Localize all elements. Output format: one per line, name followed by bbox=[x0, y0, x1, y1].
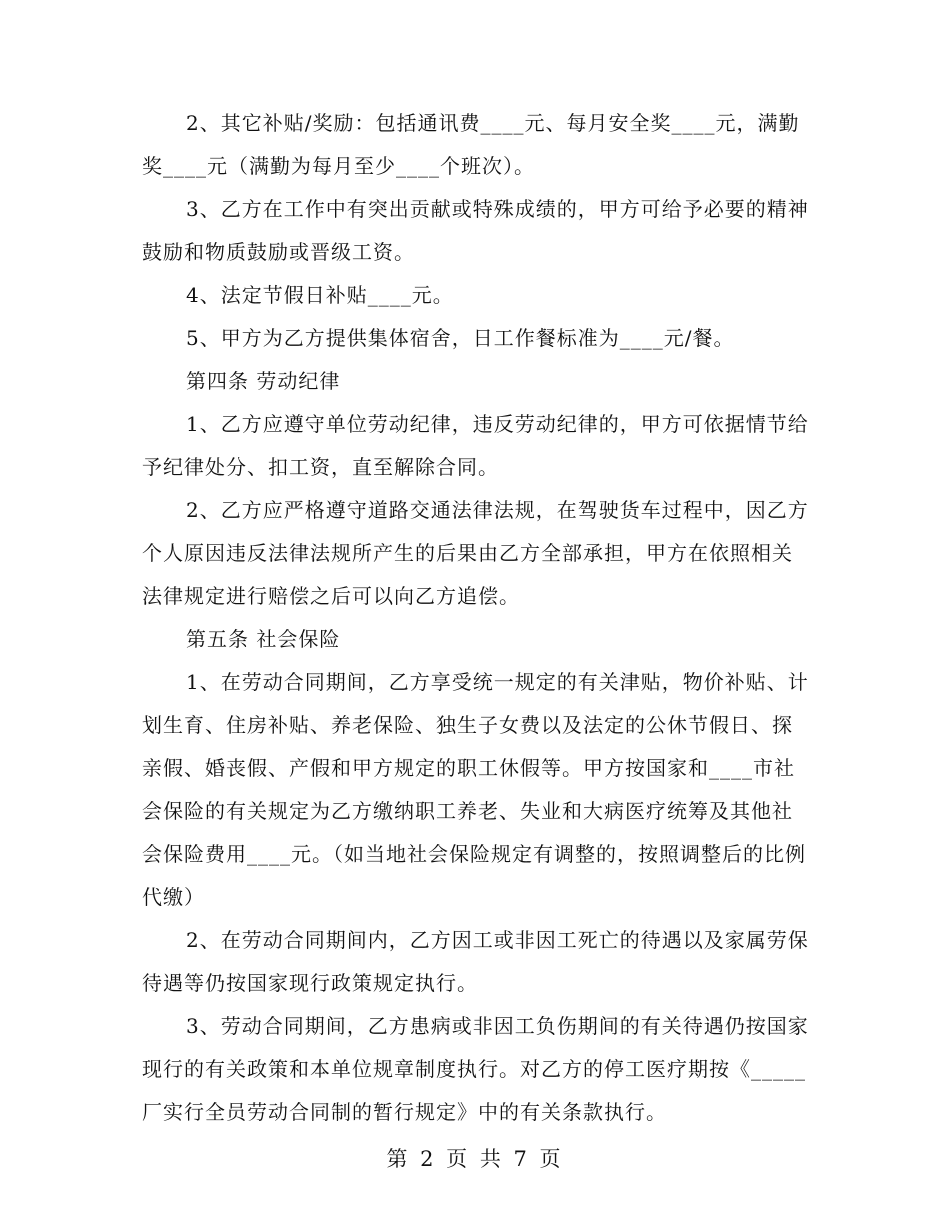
paragraph-holiday-allowance: 4、法定节假日补贴____元。 bbox=[186, 283, 454, 307]
section-heading-labor-discipline: 第四条 劳动纪律 bbox=[186, 369, 341, 393]
paragraph-discipline-compliance: 1、乙方应遵守单位劳动纪律，违反劳动纪律的，甲方可依据情节给予纪律处分、扣工资，直至解除合同。 bbox=[142, 412, 809, 479]
paragraph-benefits-insurance: 1、在劳动合同期间，乙方享受统一规定的有关津贴，物价补贴、计划生育、住房补贴、养老保险、独生子女费以及法定的公休节假日、探亲假、婚丧假、产假和甲方规定的职工休假等。甲方按国家和____市社会保险的有关规定为乙方缴纳职工养老、失业和大病医疗统筹及其他社会保险费用____元。（如当地社会保险规定有调整的，按照调整后的比例代缴） bbox=[142, 670, 809, 909]
paragraph-outstanding-contribution: 3、乙方在工作中有突出贡献或特殊成绩的，甲方可给予必要的精神鼓励和物质鼓励或晋级工资。 bbox=[142, 197, 809, 264]
paragraph-death-benefits: 2、在劳动合同期间内，乙方因工或非因工死亡的待遇以及家属劳保待遇等仍按国家现行政策规定执行。 bbox=[142, 928, 809, 995]
paragraph-allowance-bonus: 2、其它补贴/奖励：包括通讯费____元、每月安全奖____元，满勤奖____元（满勤为每月至少____个班次）。 bbox=[142, 111, 800, 178]
paragraph-illness-injury: 3、劳动合同期间，乙方患病或非因工负伤期间的有关待遇仍按国家现行的有关政策和本单位规章制度执行。对乙方的停工医疗期按《_____厂实行全员劳动合同制的暂行规定》中的有关条款执行。 bbox=[142, 1014, 809, 1124]
section-heading-social-insurance: 第五条 社会保险 bbox=[186, 627, 341, 651]
document-body bbox=[142, 102, 810, 1134]
page-number-footer: 第 2 页 共 7 页 bbox=[386, 1147, 564, 1171]
paragraph-traffic-law: 2、乙方应严格遵守道路交通法律法规，在驾驶货车过程中，因乙方个人原因违反法律法规所产生的后果由乙方全部承担，甲方在依照相关法律规定进行赔偿之后可以向乙方追偿。 bbox=[142, 498, 809, 608]
paragraph-dormitory-meal: 5、甲方为乙方提供集体宿舍，日工作餐标准为____元/餐。 bbox=[186, 326, 735, 350]
